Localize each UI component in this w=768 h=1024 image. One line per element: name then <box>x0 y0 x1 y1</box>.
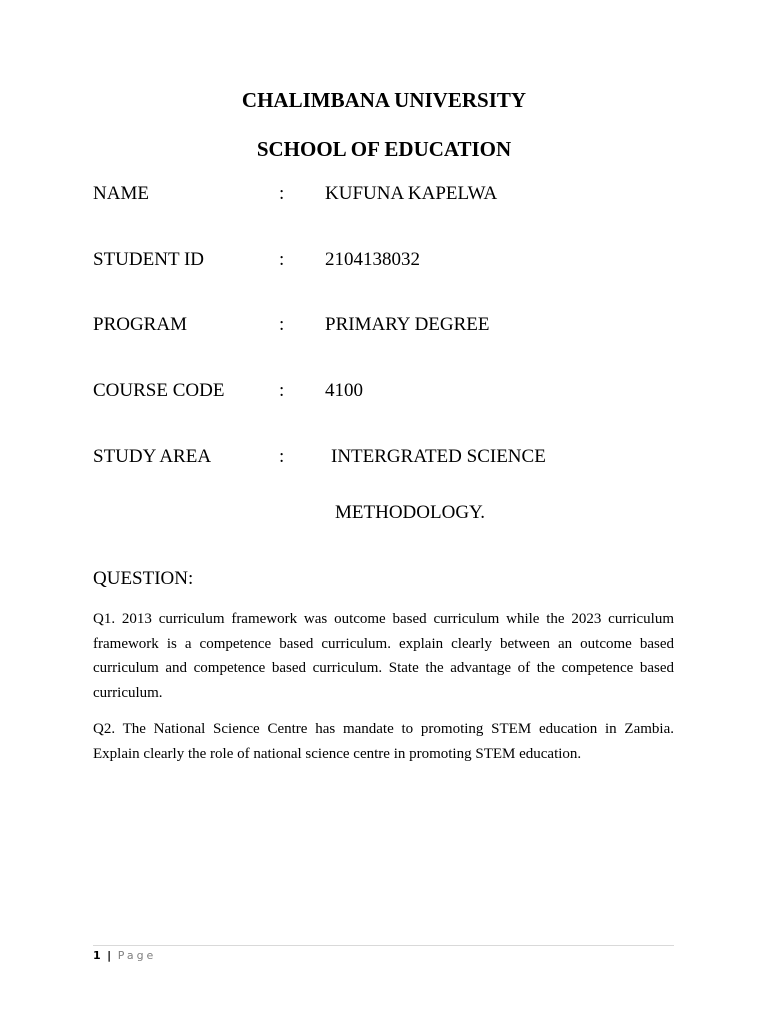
field-row-student-id <box>93 248 693 272</box>
page-word: Page <box>117 949 157 962</box>
footer-divider <box>93 945 674 946</box>
school-title: SCHOOL OF EDUCATION <box>256 137 512 161</box>
program-separator: : <box>279 314 285 335</box>
field-row-program <box>93 313 693 337</box>
course-code-label: COURSE CODE <box>93 380 225 401</box>
page-number: 1 <box>93 949 101 962</box>
question-heading: QUESTION: <box>93 568 194 589</box>
program-value: PRIMARY DEGREE <box>325 314 490 335</box>
student-id-label: STUDENT ID <box>93 249 205 270</box>
page-footer <box>93 948 156 964</box>
footer-separator: | <box>107 949 112 962</box>
student-id-separator: : <box>279 249 285 270</box>
name-separator: : <box>279 183 285 204</box>
question-1: Q1. 2013 curriculum framework was outcome based curriculum while the 2023 curriculum framework is a competence based curriculum. explain clearly between an outcome based curriculum and competence based curriculum. State the advantage of the competence based curriculum. <box>93 611 674 701</box>
student-id-value: 2104138032 <box>325 249 420 270</box>
university-title: CHALIMBANA UNIVERSITY <box>241 88 527 112</box>
study-area-separator: : <box>279 446 285 467</box>
question-2: Q2. The National Science Centre has mandate to promoting STEM education in Zambia. Explain clearly the role of national science centre in promoting STEM education. <box>93 721 674 762</box>
course-code-value: 4100 <box>325 380 363 401</box>
program-label: PROGRAM <box>93 314 187 335</box>
field-row-study-area <box>93 445 693 469</box>
study-area-value-continued: METHODOLOGY. <box>335 502 486 523</box>
study-area-value: INTERGRATED SCIENCE <box>331 446 546 467</box>
field-row-course-code <box>93 379 693 403</box>
name-value: KUFUNA KAPELWA <box>325 183 498 204</box>
field-row-name <box>93 182 693 206</box>
name-label: NAME <box>93 183 149 204</box>
course-code-separator: : <box>279 380 285 401</box>
study-area-label: STUDY AREA <box>93 446 212 467</box>
